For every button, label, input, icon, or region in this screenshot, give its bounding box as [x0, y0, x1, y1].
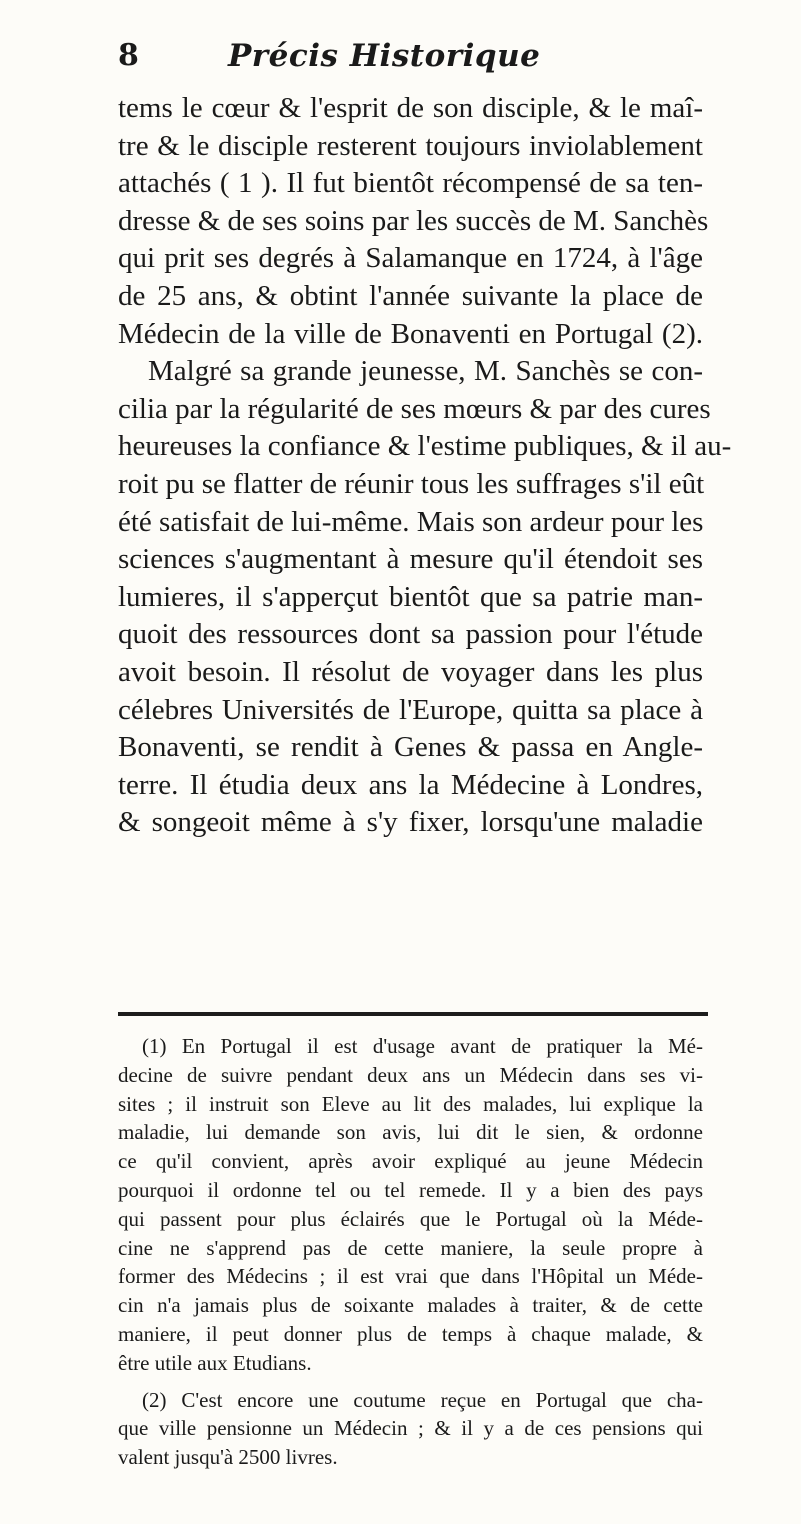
footnote-line: qui passent pour plus éclairés que le Portugal où la Méde-: [118, 1206, 703, 1231]
footnote-line: pourquoi il ordonne tel ou tel remede. Il y a bien des pays: [118, 1177, 703, 1202]
text-line: tre & le disciple resterent toujours inviolablement: [118, 129, 703, 162]
text-line: & songeoit même à s'y fixer, lorsqu'une maladie: [118, 806, 703, 839]
page-number: 8: [118, 38, 139, 73]
footnote-line: maniere, il peut donner plus de temps à chaque malade, &: [118, 1321, 703, 1346]
footnote-line: (1) En Portugal il est d'usage avant de pratiquer la Mé-: [142, 1034, 703, 1058]
text-line: dresse & de ses soins par les succès de M. Sanchès: [118, 204, 709, 237]
footnote-line: cin n'a jamais plus de soixante malades à traiter, & de cette: [118, 1293, 703, 1318]
main-text: [118, 90, 732, 842]
footnote-1: [118, 1032, 703, 1378]
text-line: été satisfait de lui-même. Mais son ardeur pour les: [118, 505, 704, 538]
text-line: Malgré sa grande jeunesse, M. Sanchès se con-: [148, 355, 703, 388]
text-line: roit pu se flatter de réunir tous les suffrages s'il eût: [118, 467, 705, 500]
footnote-line: maladie, lui demande son avis, lui dit le sien, & ordonne: [118, 1120, 703, 1145]
text-line: quoit des ressources dont sa passion pour l'étude: [118, 618, 703, 651]
text-line: de 25 ans, & obtint l'année suivante la place de: [118, 279, 703, 312]
text-line: avoit besoin. Il résolut de voyager dans les plus: [118, 655, 703, 688]
footnote-line: sites ; il instruit son Eleve au lit des malades, lui explique la: [118, 1091, 703, 1116]
text-line: heureuses la confiance & l'estime publiques, & il au-: [118, 430, 732, 463]
text-line: cilia par la régularité de ses mœurs & par des cures: [118, 392, 711, 425]
footnote-line: (2) C'est encore une coutume reçue en Portugal que cha-: [142, 1387, 703, 1412]
text-line: Bonaventi, se rendit à Genes & passa en Angle-: [118, 731, 703, 764]
footnote-line: decine de suivre pendant deux ans un Médecin dans ses vi-: [118, 1062, 703, 1087]
running-head: [118, 38, 718, 78]
text-line: Médecin de la ville de Bonaventi en Portugal (2).: [118, 317, 703, 350]
footnote-2: [118, 1386, 703, 1472]
text-line: tems le cœur & l'esprit de son disciple, & le maî-: [118, 92, 703, 124]
running-title: Précis Historique: [228, 38, 541, 74]
text-line: célebres Universités de l'Europe, quitta sa place à: [118, 693, 703, 726]
footnote-line: former des Médecins ; il est vrai que dans l'Hôpital un Méde-: [118, 1264, 703, 1289]
text-line: lumieres, il s'apperçut bientôt que sa patrie man-: [118, 580, 703, 613]
text-line: qui prit ses degrés à Salamanque en 1724, à l'âge: [118, 242, 703, 275]
footnote-line: être utile aux Etudians.: [118, 1350, 312, 1375]
text-line: attachés ( 1 ). Il fut bientôt récompensé de sa ten-: [118, 167, 703, 200]
footnote-divider: [118, 1012, 708, 1016]
footnote-line: ce qu'il convient, après avoir expliqué au jeune Médecin: [118, 1149, 703, 1174]
footnote-line: que ville pensionne un Médecin ; & il y a de ces pensions qui: [118, 1416, 703, 1441]
footnotes: [118, 1032, 703, 1472]
footnote-line: valent jusqu'à 2500 livres.: [118, 1445, 338, 1470]
text-line: sciences s'augmentant à mesure qu'il étendoit ses: [118, 543, 703, 576]
footnote-line: cine ne s'apprend pas de cette maniere, la seule propre à: [118, 1235, 703, 1260]
footnote-gap: [118, 1378, 703, 1386]
text-line: terre. Il étudia deux ans la Médecine à Londres,: [118, 768, 703, 801]
